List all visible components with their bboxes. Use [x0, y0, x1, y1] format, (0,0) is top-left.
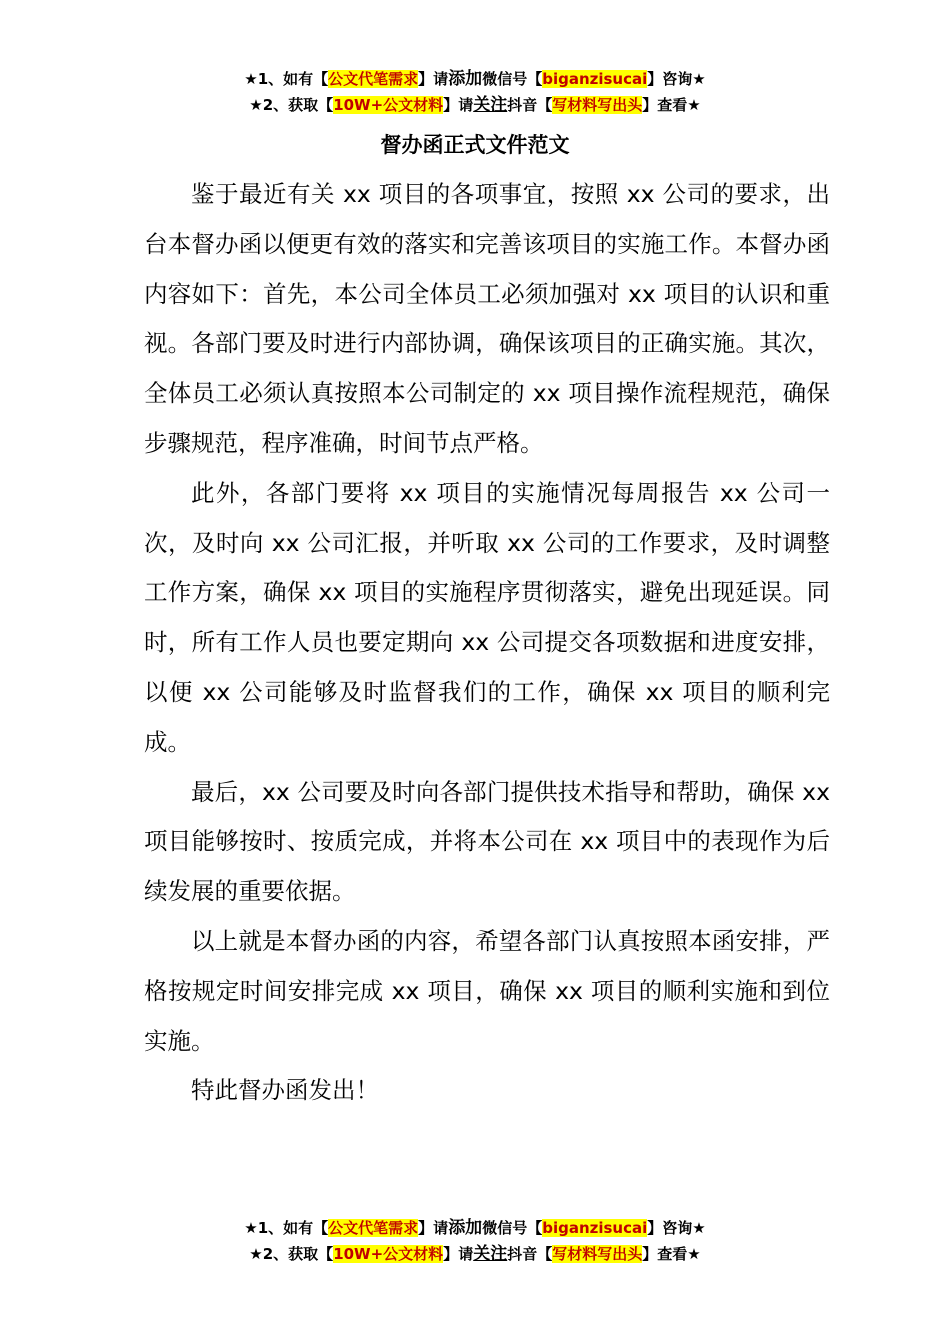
promo-line-1 [0, 1215, 950, 1241]
promo-line-2 [0, 1241, 950, 1267]
promo-text: 】请 [418, 1219, 449, 1237]
promo-text: ★2、获取【 [249, 1245, 334, 1263]
promo-text: 】请 [418, 70, 449, 88]
promo-highlight: 公文代笔需求 [328, 1219, 419, 1237]
promo-text: 】请 [443, 1245, 474, 1263]
promo-wechat-id: biganzisucai [542, 70, 648, 88]
paragraph-3: 最后，xx 公司要及时向各部门提供技术指导和帮助，确保 xx 项目能够按时、按质完成，并将本公司在 xx 项目中的表现作为后续发展的重要依据。 [144, 777, 830, 906]
promo-highlight: 10W+公文材料 [333, 1245, 444, 1263]
promo-text: 】查看★ [642, 96, 701, 114]
promo-text: 微信号【 [482, 1219, 543, 1237]
paragraph-4: 以上就是本督办函的内容，希望各部门认真按照本函安排，严格按规定时间安排完成 xx 项目，确保 xx 项目的顺利实施和到位实施。 [144, 926, 830, 1055]
promo-text: ★2、获取【 [249, 96, 334, 114]
promo-text: 】咨询★ [647, 70, 706, 88]
promo-text: 】查看★ [642, 1245, 701, 1263]
document-body [144, 170, 830, 1116]
promo-line-2 [0, 92, 950, 118]
promo-douyin-id: 写材料写出头 [552, 96, 643, 114]
promo-douyin-id: 写材料写出头 [552, 1245, 643, 1263]
header-promo-banner [0, 66, 950, 118]
promo-emphasis: 关注 [473, 95, 508, 115]
paragraph-5: 特此督办函发出！ [191, 1076, 379, 1105]
promo-text: ★1、如有【 [244, 1219, 329, 1237]
footer-promo-banner [0, 1215, 950, 1267]
promo-emphasis: 添加 [448, 69, 483, 89]
promo-emphasis: 关注 [473, 1244, 508, 1264]
promo-text: ★1、如有【 [244, 70, 329, 88]
promo-highlight: 公文代笔需求 [328, 70, 419, 88]
paragraph-1: 鉴于最近有关 xx 项目的各项事宜，按照 xx 公司的要求，出台本督办函以便更有效的落实和完善该项目的实施工作。本督办函内容如下：首先，本公司全体员工必须加强对 xx 项目的认识和重视。各部门要及时进行内部协调，确保该项目的正确实施。其次，全体员工必须认真按照本公司制定的 xx 项目操作流程规范，确保步骤规范，程序准确，时间节点严格。 [144, 180, 830, 457]
promo-text: 微信号【 [482, 70, 543, 88]
paragraph-2: 此外，各部门要将 xx 项目的实施情况每周报告 xx 公司一次，及时向 xx 公司汇报，并听取 xx 公司的工作要求，及时调整工作方案，确保 xx 项目的实施程序贯彻落实，避免出现延误。同时，所有工作人员也要定期向 xx 公司提交各项数据和进度安排，以便 xx 公司能够及时监督我们的工作，确保 xx 项目的顺利完成。 [144, 478, 830, 756]
document-title: 督办函正式文件范文 [380, 133, 570, 157]
promo-text: 】咨询★ [647, 1219, 706, 1237]
promo-emphasis: 添加 [448, 1218, 483, 1238]
promo-highlight: 10W+公文材料 [333, 96, 444, 114]
promo-line-1 [0, 66, 950, 92]
promo-text: 抖音【 [507, 1245, 553, 1263]
promo-text: 】请 [443, 96, 474, 114]
promo-wechat-id: biganzisucai [542, 1219, 648, 1237]
promo-text: 抖音【 [507, 96, 553, 114]
